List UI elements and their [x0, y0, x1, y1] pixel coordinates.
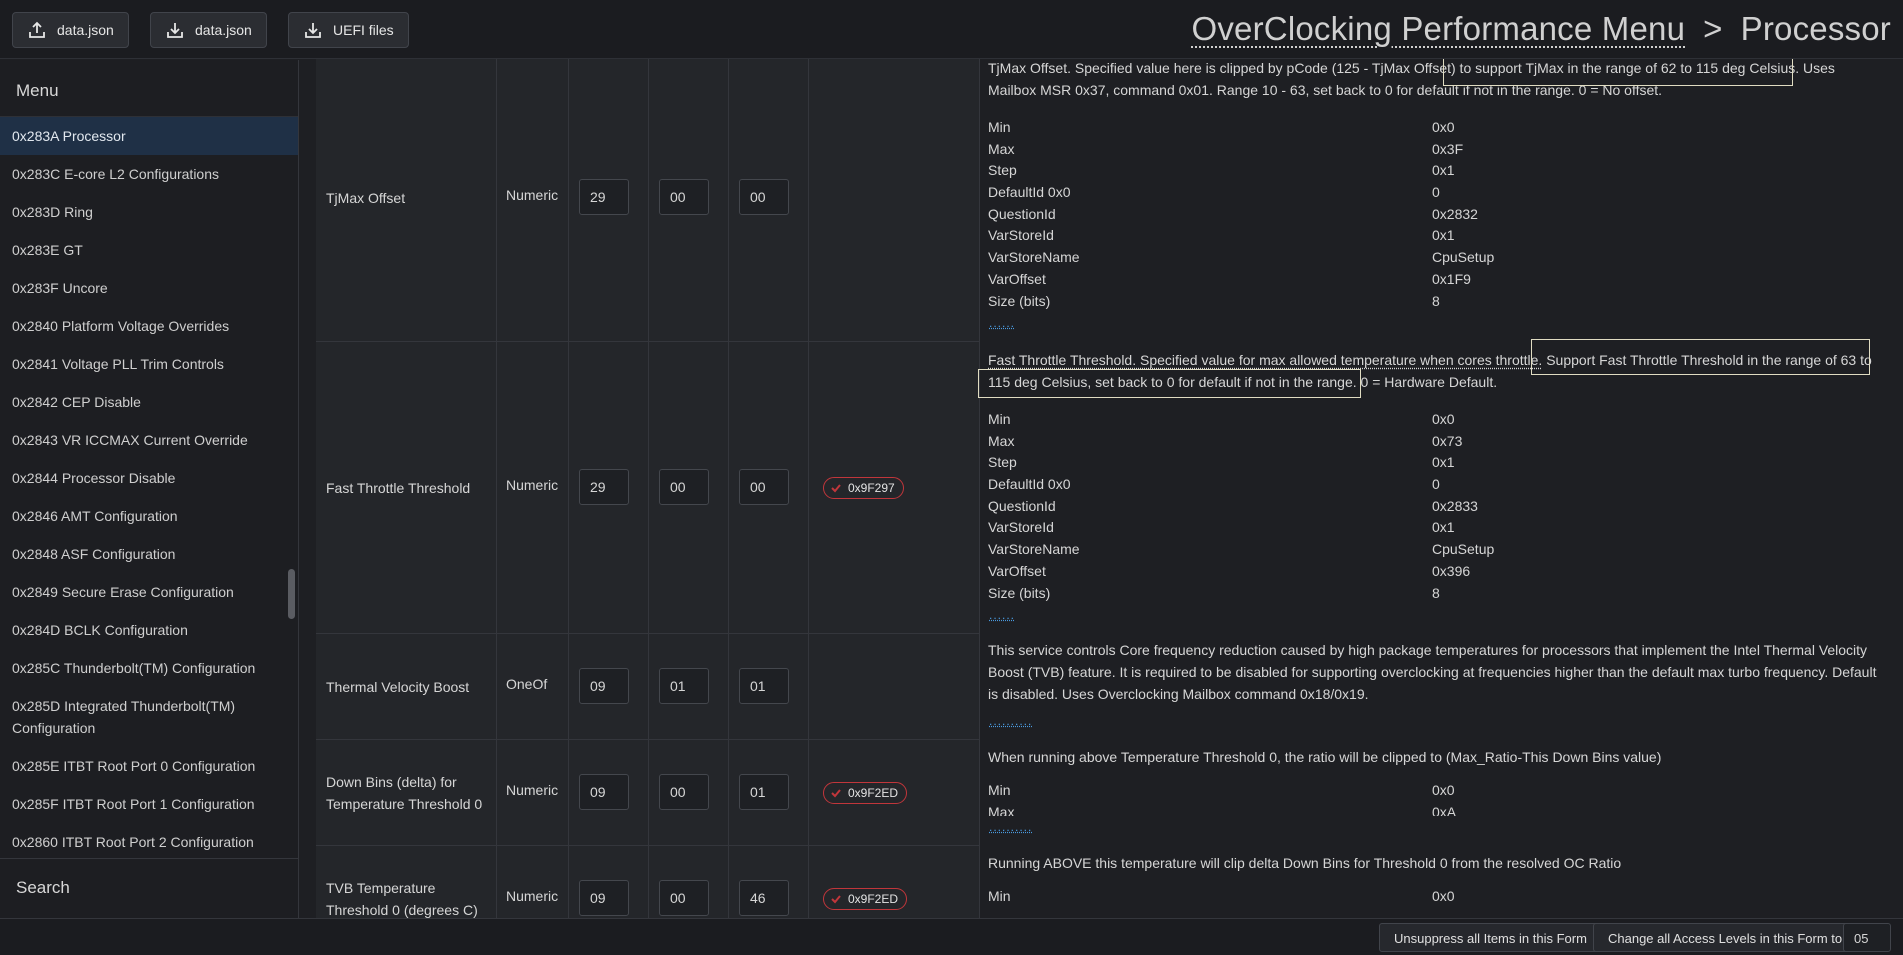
property-value: 0x1	[1432, 162, 1455, 179]
column-divider	[728, 59, 729, 342]
column-divider	[808, 846, 809, 918]
access-level-input[interactable]: 05	[1843, 923, 1891, 952]
description-text: TjMax Offset. Specified value here is clipped by pCode (125 - TjMax Offset)	[988, 60, 1456, 76]
column-divider	[808, 342, 809, 634]
property-key: Min	[988, 888, 1011, 904]
description-text: Fast Throttle Threshold. Specified value for max allowed temperature when cores throttle.	[988, 352, 1543, 368]
column-divider	[808, 59, 809, 342]
property-row	[988, 519, 1868, 541]
breadcrumb-separator: >	[1703, 10, 1723, 47]
column-divider	[648, 59, 649, 342]
property-value: 0x73	[1432, 432, 1463, 449]
property-row	[988, 411, 1868, 433]
property-row	[988, 563, 1868, 585]
property-value: 0x1	[1432, 454, 1455, 471]
column-divider	[496, 846, 497, 918]
property-row	[988, 162, 1868, 184]
search-label[interactable]: Search	[16, 878, 70, 897]
column-divider	[568, 634, 569, 740]
check-icon	[830, 787, 842, 799]
property-row	[988, 433, 1868, 455]
sidebar-item-processor[interactable]: 0x283A Processor	[0, 117, 298, 155]
setting-name: Thermal Velocity Boost	[326, 679, 470, 695]
column-divider	[728, 342, 729, 634]
column-divider	[568, 740, 569, 846]
property-key: VarStoreId	[988, 227, 1054, 244]
download-icon	[165, 20, 185, 40]
setting-name: TjMax Offset	[326, 190, 406, 206]
badge-label: 0x9F2ED	[848, 892, 899, 906]
property-value: CpuSetup	[1432, 249, 1495, 266]
property-value: 0x1	[1432, 519, 1455, 536]
access-level-field[interactable]: 09	[579, 880, 629, 916]
show-more-link[interactable]: ......	[989, 316, 1016, 330]
show-more-link[interactable]: ......	[989, 608, 1016, 622]
setting-name: Fast Throttle Threshold	[326, 480, 471, 496]
property-key: VarStoreId	[988, 519, 1054, 536]
property-list	[988, 119, 1868, 314]
default-field[interactable]: 01	[739, 668, 789, 704]
property-row	[988, 888, 1868, 910]
property-value: 0x2832	[1432, 205, 1478, 222]
check-icon	[830, 893, 842, 905]
table-row	[316, 740, 1886, 846]
property-value: 0x2833	[1432, 497, 1478, 514]
property-value: 0	[1432, 184, 1440, 201]
property-row	[988, 184, 1868, 206]
property-value: 0	[1432, 476, 1440, 493]
upload-button-label: data.json	[57, 22, 114, 38]
property-value: 0xA	[1432, 803, 1457, 816]
property-list	[988, 782, 1868, 816]
value-field[interactable]: 00	[659, 469, 709, 505]
property-row	[988, 498, 1868, 520]
property-key: Min	[988, 411, 1011, 427]
show-more-link[interactable]: ..........	[989, 714, 1033, 728]
property-value: 8	[1432, 292, 1440, 309]
table-row	[316, 846, 1886, 918]
default-field[interactable]: 46	[739, 880, 789, 916]
column-divider	[496, 342, 497, 634]
setting-type: Numeric	[506, 888, 559, 904]
column-divider	[808, 634, 809, 740]
check-icon	[830, 482, 842, 494]
property-key: VarStoreName	[988, 249, 1080, 266]
property-key: VarStoreName	[988, 541, 1080, 558]
property-row	[988, 541, 1868, 563]
column-divider	[979, 846, 980, 918]
sidebar-item[interactable]: 0x2848 ASF Configuration	[12, 546, 176, 562]
column-divider	[728, 634, 729, 740]
column-divider	[568, 846, 569, 918]
download-data-json-button[interactable]	[150, 12, 267, 48]
upload-data-json-button[interactable]	[12, 12, 129, 48]
menu-list	[0, 117, 298, 917]
status-badge[interactable]	[823, 477, 904, 499]
access-level-field[interactable]: 29	[579, 179, 629, 215]
property-list	[988, 411, 1868, 606]
description-text: Support Fast Throttle Threshold in the range of 63 to 115 deg Celsius, set back to 0 for default if not in the range.	[988, 352, 1872, 390]
column-divider	[648, 846, 649, 918]
description-text: 0 = Hardware Default.	[1356, 374, 1498, 390]
value-field[interactable]: 00	[659, 774, 709, 810]
sidebar-item[interactable]: 0x285C Thunderbolt(TM) Configuration	[12, 660, 256, 676]
description-text: to support TjMax in the range of 62 to 115 deg Celsius.	[1455, 60, 1800, 76]
sidebar-item[interactable]: 0x2860 ITBT Root Port 2 Configuration	[12, 834, 254, 850]
table-row	[316, 342, 1886, 634]
property-value: 0x1	[1432, 227, 1455, 244]
setting-name: Down Bins (delta) for Temperature Threshold 0	[326, 774, 483, 812]
table-row	[316, 634, 1886, 740]
property-key: Max	[988, 803, 1015, 816]
property-row	[988, 454, 1868, 476]
property-list	[988, 888, 1868, 910]
property-key: QuestionId	[988, 205, 1056, 222]
column-divider	[496, 634, 497, 740]
unsuppress-all-button[interactable]: Unsuppress all Items in this Form	[1379, 923, 1602, 952]
property-value: 0x0	[1432, 411, 1455, 427]
default-field[interactable]: 00	[739, 469, 789, 505]
table-row	[316, 59, 1886, 342]
default-field[interactable]: 00	[739, 179, 789, 215]
property-key: VarOffset	[988, 562, 1046, 579]
property-row	[988, 293, 1868, 315]
access-level-field[interactable]: 09	[579, 774, 629, 810]
sidebar-item[interactable]: 0x2841 Voltage PLL Trim Controls	[12, 356, 224, 372]
sidebar-item[interactable]: 0x283C E-core L2 Configurations	[12, 166, 220, 182]
value-field[interactable]: 00	[659, 179, 709, 215]
property-key: Step	[988, 162, 1017, 179]
setting-description: When running above Temperature Threshold 0, the ratio will be clipped to (Max_Ratio-This Down Bins value)	[988, 749, 1662, 765]
property-key: DefaultId 0x0	[988, 184, 1071, 201]
menu-title: Menu	[16, 81, 59, 100]
setting-description: This service controls Core frequency reduction caused by high package temperatures for processors that implement the Intel Thermal Velocity Boost (TVB) feature. It is required to be disabled for supporting overclocking at frequencies higher than the default max turbo frequency. Default is disabled. Uses Overclocking Mailbox command 0x18/0x19.	[988, 642, 1877, 702]
property-key: Step	[988, 454, 1017, 471]
property-key: DefaultId 0x0	[988, 476, 1071, 493]
column-divider	[979, 634, 980, 740]
property-key: Min	[988, 782, 1011, 798]
status-badge[interactable]	[823, 888, 907, 910]
sidebar-item[interactable]: 0x2842 CEP Disable	[12, 394, 141, 410]
sidebar-item[interactable]: 0x285D Integrated Thunderbolt(TM) Configuration	[12, 698, 236, 736]
access-level-field[interactable]: 09	[579, 668, 629, 704]
breadcrumb-current: Processor	[1740, 10, 1891, 47]
uefi-button-label: UEFI files	[333, 22, 394, 38]
property-key: Min	[988, 119, 1011, 135]
sidebar-item[interactable]: 0x2846 AMT Configuration	[12, 508, 178, 524]
property-key: Max	[988, 140, 1015, 157]
property-row	[988, 804, 1868, 816]
sidebar-item[interactable]: 0x2849 Secure Erase Configuration	[12, 584, 234, 600]
setting-description: Running ABOVE this temperature will clip delta Down Bins for Threshold 0 from the resolved OC Ratio	[988, 855, 1622, 871]
property-row	[988, 227, 1868, 249]
column-divider	[568, 59, 569, 342]
property-row	[988, 119, 1868, 141]
property-key: Max	[988, 432, 1015, 449]
sidebar-item[interactable]: 0x285F ITBT Root Port 1 Configuration	[12, 796, 255, 812]
column-divider	[728, 740, 729, 846]
change-access-levels-button[interactable]: Change all Access Levels in this Form to	[1593, 923, 1857, 952]
sidebar-item[interactable]: 0x283E GT	[12, 242, 83, 258]
divider	[0, 858, 298, 859]
property-key: VarOffset	[988, 270, 1046, 287]
setting-description	[988, 349, 1878, 393]
column-divider	[568, 342, 569, 634]
column-divider	[648, 740, 649, 846]
status-badge[interactable]	[823, 782, 907, 804]
footer-bar	[0, 918, 1903, 955]
column-divider	[979, 59, 980, 342]
page-title	[1191, 10, 1891, 48]
column-divider	[648, 342, 649, 634]
property-value: 0x0	[1432, 888, 1455, 904]
settings-table	[316, 59, 1886, 918]
sidebar-item[interactable]: 0x283D Ring	[12, 204, 93, 220]
column-divider	[496, 740, 497, 846]
download-button-label: data.json	[195, 22, 252, 38]
column-divider	[808, 740, 809, 846]
badge-label: 0x9F297	[848, 481, 895, 495]
upload-icon	[27, 20, 47, 40]
property-row	[988, 206, 1868, 228]
value-field[interactable]: 00	[659, 880, 709, 916]
sidebar-item[interactable]: 0x284D BCLK Configuration	[12, 622, 188, 638]
column-divider	[728, 846, 729, 918]
sidebar	[0, 60, 299, 918]
sidebar-item[interactable]: 0x2840 Platform Voltage Overrides	[12, 318, 230, 334]
property-key: Size (bits)	[988, 584, 1051, 601]
value-field[interactable]: 01	[659, 668, 709, 704]
property-value: 0x3F	[1432, 140, 1464, 157]
sidebar-item[interactable]: 0x283F Uncore	[12, 280, 108, 296]
download-uefi-files-button[interactable]	[288, 12, 409, 48]
setting-name: TVB Temperature Threshold 0 (degrees C)	[326, 880, 478, 918]
property-row	[988, 585, 1868, 607]
property-value: 8	[1432, 584, 1440, 601]
property-row	[988, 782, 1868, 804]
top-toolbar	[0, 0, 1903, 59]
property-row	[988, 271, 1868, 293]
property-value: 0x0	[1432, 782, 1455, 798]
column-divider	[648, 634, 649, 740]
property-value: 0x1F9	[1432, 270, 1471, 287]
column-divider	[979, 740, 980, 846]
setting-type: OneOf	[506, 676, 548, 692]
property-value: 0x0	[1432, 119, 1455, 135]
column-divider	[979, 342, 980, 634]
sidebar-item[interactable]: 0x285E ITBT Root Port 0 Configuration	[12, 758, 256, 774]
breadcrumb-parent[interactable]: OverClocking Performance Menu	[1191, 10, 1686, 47]
default-field[interactable]: 01	[739, 774, 789, 810]
description-text: Uses Mailbox MSR 0x37, command 0x01. Range 10 - 63, set back to 0 for default if not in the range. 0 = No offset.	[988, 60, 1835, 98]
property-value: CpuSetup	[1432, 541, 1495, 558]
setting-description	[988, 59, 1878, 101]
property-row	[988, 141, 1868, 163]
badge-label: 0x9F2ED	[848, 786, 899, 800]
property-key: QuestionId	[988, 497, 1056, 514]
sidebar-scrollbar[interactable]	[288, 569, 295, 619]
property-row	[988, 249, 1868, 271]
sidebar-item[interactable]: 0x2844 Processor Disable	[12, 470, 176, 486]
property-key: Size (bits)	[988, 292, 1051, 309]
access-level-field[interactable]: 29	[579, 469, 629, 505]
property-value: 0x396	[1432, 562, 1471, 579]
setting-type: Numeric	[506, 187, 559, 203]
setting-type: Numeric	[506, 782, 559, 798]
property-row	[988, 476, 1868, 498]
show-more-link[interactable]: ..........	[989, 820, 1033, 834]
sidebar-item[interactable]: 0x2843 VR ICCMAX Current Override	[12, 432, 248, 448]
download-icon	[303, 20, 323, 40]
column-divider	[496, 59, 497, 342]
setting-type: Numeric	[506, 477, 559, 493]
